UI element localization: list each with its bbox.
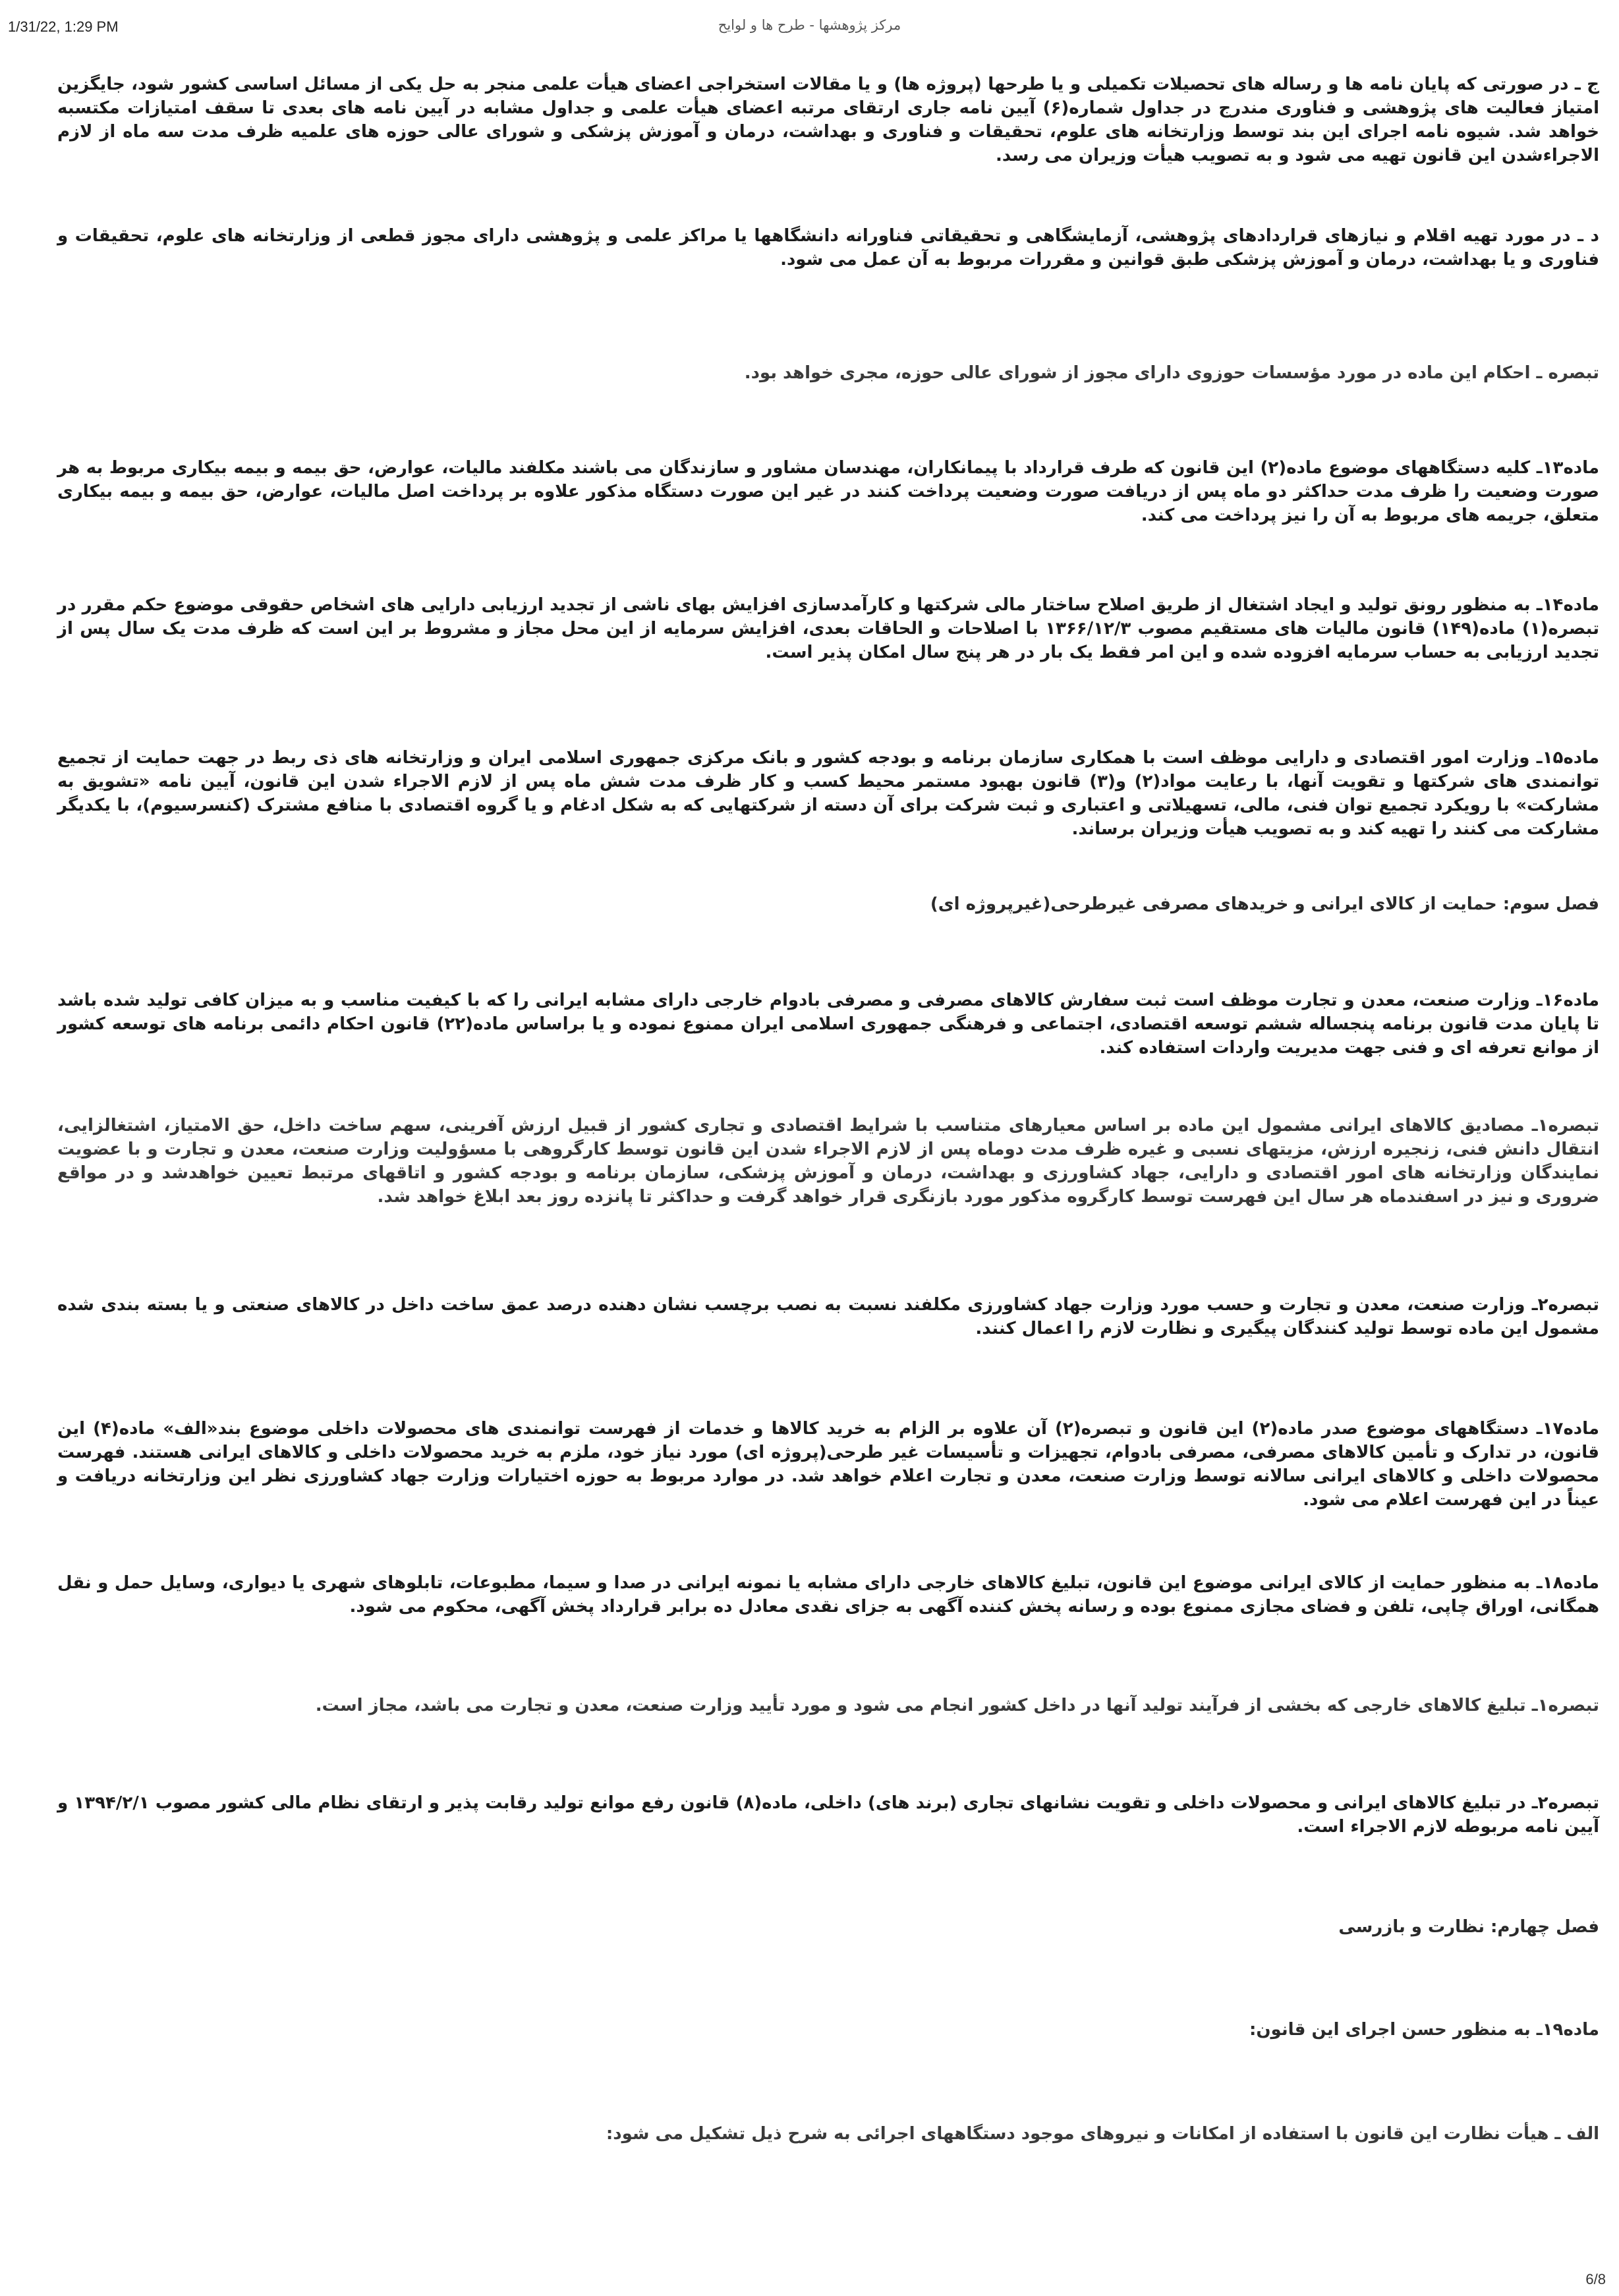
paragraph-clause-alef: الف ـ هیأت نظارت این قانون با استفاده از امکانات و نیروهای موجود دستگاههای اجرائی به شرح ذیل تشکیل می شود: (606, 2124, 1599, 2144)
page-header-title: مرکز پژوهشها - طرح ها و لوایح (718, 17, 901, 33)
paragraph-article-16-note-1: تبصره۱ـ مصادیق کالاهای ایرانی مشمول این ماده بر اساس معیارهای متناسب با شرایط اقتصادی و تجاری کشور از قبیل ارزش آفرینی، سهم ساخت داخل، حق الامتیاز، اشتغالزایی، انتقال دانش فنی، زنجیره ارزش، مزیتهای نسبی و غیره ظرف مدت دوماه پس از لازم الاجراء شدن این قانون توسط کارگروهی با مسؤولیت وزارت صنعت، معدن و تجارت و با عضویت نمایندگان وزارتخانه های امور اقتصادی و دارایی، جهاد کشاورزی و بهداشت، درمان و آموزش پزشکی، سازمان برنامه و بودجه کشور و اتاقهای مرتبط تعیین خواهدشد و در مواقع ضروری و نیز در اسفندماه هر سال این فهرست توسط کارگروه مذکور مورد بازنگری قرار خواهد گرفت و حداکثر تا پانزده روز بعد ابلاغ خواهد شد. (57, 1116, 1599, 1207)
paragraph-article-15: ماده۱۵ـ وزارت امور اقتصادی و دارایی موظف است با همکاری سازمان برنامه و بودجه کشور و بانک مرکزی جمهوری اسلامی ایران و وزارتخانه های ذی ربط در جهت حمایت از تجمیع توانمندی های شرکتها و تقویت آنها، با رعایت مواد(۲) و(۳) قانون بهبود مستمر محیط کسب و کار ظرف مدت شش ماه پس از لازم الاجراء شدن این قانون، آیین نامه «تشویق به مشارکت» با رویکرد تجمیع توان فنی، مالی، تسهیلاتی و اعتباری و ثبت شرکت برای آن دسته از شرکتهایی که به شکل ادغام و یا گروه اقتصادی با منافع مشترک (کنسرسیوم)، با یکدیگر مشارکت می کنند را تهیه کند و به تصویب هیأت وزیران برساند. (57, 748, 1600, 839)
chapter-3-heading: فصل سوم: حمایت از کالای ایرانی و خریدهای مصرفی غیرطرحی(غیرپروژه ای) (930, 894, 1599, 914)
paragraph-article-14: ماده۱۴ـ به منظور رونق تولید و ایجاد اشتغال از طریق اصلاح ساختار مالی شرکتها و کارآمدسازی افزایش بهای ناشی از تجدید ارزیابی دارایی های اشخاص حقوقی موضوع حکم مقرر در تبصره(۱) ماده(۱۴۹) قانون مالیات های مستقیم مصوب ۱۳۶۶/۱۲/۳ با اصلاحات و الحاقات بعدی، افزایش سرمایه از این محل مجاز و مشروط بر این است که ظرف مدت یک سال پس از تجدید ارزیابی به حساب سرمایه افزوده شده و این امر فقط یک بار در هر پنج سال امکان پذیر است. (57, 595, 1599, 662)
chapter-4-heading: فصل چهارم: نظارت و بازرسی (1338, 1917, 1599, 1937)
paragraph-article-16-note-2: تبصره۲ـ وزارت صنعت، معدن و تجارت و حسب مورد وزارت جهاد کشاورزی مکلفند نسبت به نصب برچسب نشان دهنده درصد عمق ساخت داخل در کالاهای صنعتی و یا بسته بندی شده مشمول این ماده توسط تولید کنندگان پیگیری و نظارت لازم را اعمال کنند. (57, 1295, 1599, 1338)
print-timestamp: 1/31/22, 1:29 PM (8, 18, 119, 35)
paragraph-article-18-note-2: تبصره۲ـ در تبلیغ کالاهای ایرانی و محصولات داخلی و تقویت نشانهای تجاری (برند های) داخلی، ماده(۸) قانون رفع موانع تولید رقابت پذیر و ارتقای نظام مالی کشور مصوب ۱۳۹۴/۲/۱ و آیین نامه مربوطه لازم الاجراء است. (57, 1793, 1599, 1837)
paragraph-article-18-note-1: تبصره۱ـ تبلیغ کالاهای خارجی که بخشی از فرآیند تولید آنها در داخل کشور انجام می شود و مورد تأیید وزارت صنعت، معدن و تجارت می باشد، مجاز است. (315, 1696, 1599, 1715)
paragraph-article-18: ماده۱۸ـ به منظور حمایت از کالای ایرانی موضوع این قانون، تبلیغ کالاهای خارجی دارای مشابه یا نمونه ایرانی در صدا و سیما، مطبوعات، تابلوهای شهری یا دیواری، وسایل حمل و نقل همگانی، اوراق چاپی، تلفن و فضای مجازی ممنوع بوده و رسانه پخش کننده آگهی به جزای نقدی معادل ده برابر قرارداد پخش آگهی، محکوم می شود. (57, 1573, 1599, 1617)
paragraph-article-16: ماده۱۶ـ وزارت صنعت، معدن و تجارت موظف است ثبت سفارش کالاهای مصرفی و مصرفی بادوام خارجی دارای مشابه ایرانی را که با کیفیت مناسب و به میزان کافی تولید شده باشد تا پایان مدت قانون برنامه پنجساله ششم توسعه اقتصادی، اجتماعی و فرهنگی جمهوری اسلامی ایران ممنوع نموده و یا براساس ماده(۲۲) قانون احکام دائمی برنامه های توسعه کشور از موانع تعرفه ای و فنی جهت مدیریت واردات استفاده کند. (57, 990, 1599, 1058)
paragraph-article-17: ماده۱۷ـ دستگاههای موضوع صدر ماده(۲) این قانون و تبصره(۲) آن علاوه بر الزام به خرید کالاها و خدمات از فهرست توانمندی های محصولات داخلی موضوع بند«الف» ماده(۴) این قانون، در تدارک و تأمین کالاهای مصرفی، مصرفی بادوام، تجهیزات و تأسیسات غیر طرحی(پروژه ای) مورد نیاز خود، ملزم به خرید محصولات داخلی و کالاهای ایرانی هستند. فهرست محصولات داخلی و کالاهای ایرانی سالانه توسط وزارت صنعت، معدن و تجارت اعلام خواهد شد. در موارد مربوط به حوزه اختیارات وزارت جهاد کشاورزی نظر این وزارتخانه دریافت و عیناً در این فهرست اعلام می شود. (57, 1419, 1599, 1510)
paragraph-article-13: ماده۱۳ـ کلیه دستگاههای موضوع ماده(۲) این قانون که طرف قرارداد با پیمانکاران، مهندسان مشاور و سازندگان می باشند مکلفند مالیات، عوارض، حق بیمه و بیمه بیکاری مربوط به هر صورت وضعیت را ظرف مدت حداکثر دو ماه پس از دریافت صورت وضعیت پرداخت کنند در غیر این صورت دستگاه مذکور علاوه بر پرداخت اصل مالیات، عوارض، حق بیمه و بیمه بیکاری متعلق، جریمه های مربوط به آن را نیز پرداخت می کند. (57, 458, 1599, 525)
paragraph-article-19: ماده۱۹ـ به منظور حسن اجرای این قانون: (1249, 2020, 1599, 2040)
paragraph-clause-j: ج ـ در صورتی که پایان نامه ها و رساله های تحصیلات تکمیلی و یا طرحها (پروژه ها) و یا مقالات استخراجی اعضای هیأت علمی منجر به حل یکی از مسائل اساسی کشور شود، جایگزین امتیاز فعالیت های پژوهشی و فناوری مندرج در جداول شماره(۶) آیین نامه جاری ارتقای مرتبه اعضای هیأت علمی و جداول مشابه در آیین نامه های بعدی تا سقف امتیازات مکتسبه خواهد شد. شیوه نامه اجرای این بند توسط وزارتخانه های علوم، تحقیقات و فناوری و بهداشت، درمان و آموزش پزشکی و شورای عالی حوزه های علمیه ظرف مدت سه ماه از لازم الاجراءشدن این قانون تهیه می شود و به تصویب هیأت وزیران می رسد. (57, 74, 1599, 165)
paragraph-note: تبصره ـ احکام این ماده در مورد مؤسسات حوزوی دارای مجوز از شورای عالی حوزه، مجری خواهد بود. (744, 363, 1599, 383)
page-number: 6/8 (1585, 2271, 1606, 2287)
paragraph-clause-d: د ـ در مورد تهیه اقلام و نیازهای قراردادهای پژوهشی، آزمایشگاهی و تحقیقاتی فناورانه دانشگاهها یا مراکز علمی و پژوهشی دارای مجوز قطعی از وزارتخانه های علوم، تحقیقات و فناوری و یا بهداشت، درمان و آموزش پزشکی طبق قوانین و مقررات مربوط به آن عمل می شود. (57, 226, 1599, 270)
